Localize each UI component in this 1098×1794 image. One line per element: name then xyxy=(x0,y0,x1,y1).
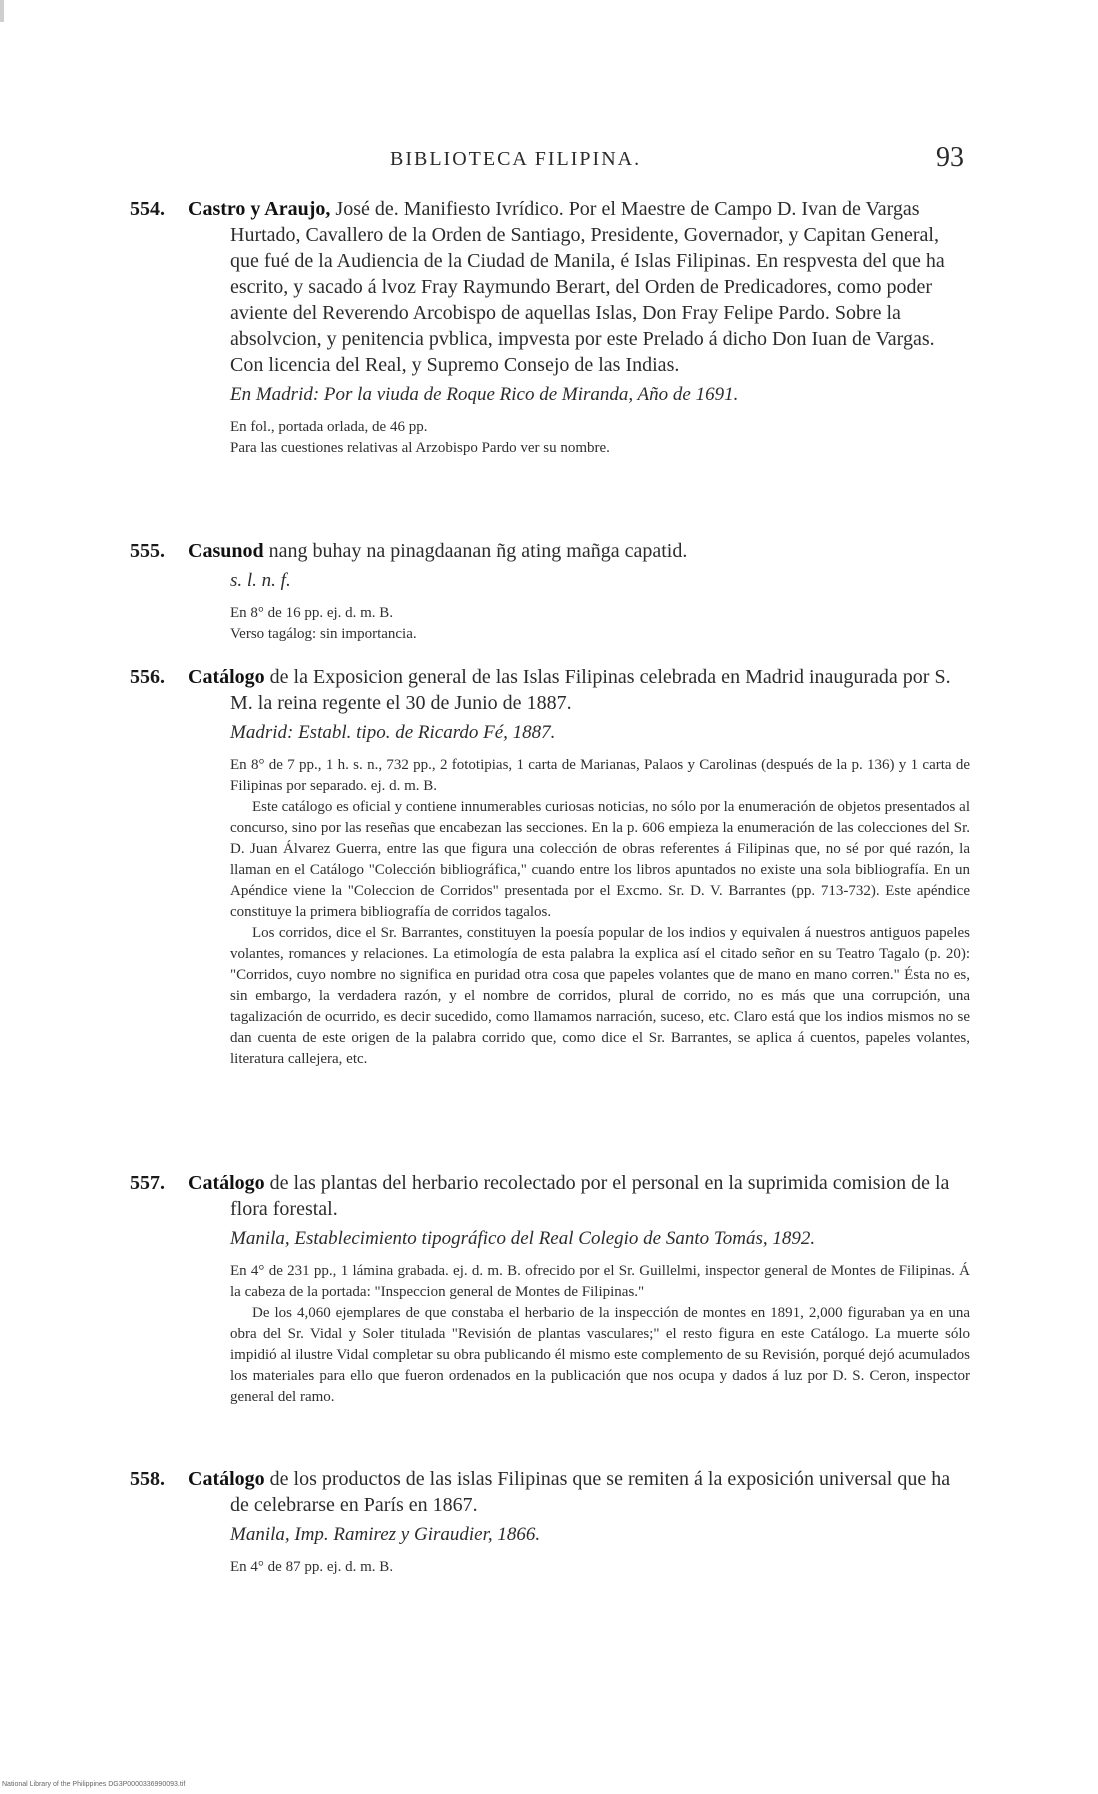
entry-heading xyxy=(130,196,970,378)
entry-title: nang buhay na pinagdaanan ñg ating mañga capatid. xyxy=(263,540,688,562)
note-paragraph: Este catálogo es oficial y contiene innumerables curiosas noticias, no sólo por la enumeración de objetos presentados al concurso, sino por las reseñas que encabezan las secciones. En la p. 606 empieza la enumeración de las colecciones del Sr. D. Juan Álvarez Guerra, entre las que figura una colección de obras referentes á Filipinas que, no sé por qué razón, la llaman en el Catálogo "Colección bibliográfica," cuando entre los libros apuntados no existe una sola bibliografía. En un Apéndice viene la "Coleccion de Corridos" presentada por el Excmo. Sr. D. V. Barrantes (pp. 713-732). Este apéndice constituye la primera bibliografía de corridos tagalos. xyxy=(230,799,970,920)
scan-edge-mark xyxy=(0,0,4,22)
entry-notes xyxy=(230,1261,970,1408)
entry-heading xyxy=(130,538,970,564)
entry-554 xyxy=(130,196,970,459)
entry-heading xyxy=(130,664,970,716)
note-paragraph: Verso tagálog: sin importancia. xyxy=(230,626,417,642)
note-paragraph: Los corridos, dice el Sr. Barrantes, constituyen la poesía popular de los indios y equivalen á nuestros antiguos papeles volantes, romances y relaciones. La etimología de esta palabra la explica así el citado señor en su Teatro Tagalo (p. 20): "Corridos, cuyo nombre no significa en puridad otra cosa que papeles volantes que de mano en mano corren." Ésta no es, sin embargo, la verdadera razón, y el nombre de corridos, plural de corrido, no es más que una corrupción, una tagalización de ocurrido, es decir sucedido, como llamamos narración, suceso, etc. Claro está que los indios mismos no se dan cuenta de este origen de la palabra corrido que, como dice el Sr. Barrantes, se aplica á cuentos, papeles volantes, literatura callejera, etc. xyxy=(230,925,970,1067)
entry-title: de la Exposicion general de las Islas Filipinas celebrada en Madrid inaugurada por S. M. la reina regente el 30 de Junio de 1887. xyxy=(230,666,951,714)
entry-number: 558. xyxy=(130,1468,165,1490)
entry-author: Casunod xyxy=(188,540,264,562)
entry-number: 556. xyxy=(130,666,165,688)
note-paragraph: En 8° de 7 pp., 1 h. s. n., 732 pp., 2 fototipias, 1 carta de Marianas, Palaos y Carolinas (después de la p. 136) y 1 carta de Filipinas por separado. ej. d. m. B. xyxy=(230,757,970,794)
entry-number: 555. xyxy=(130,540,165,562)
entry-imprint: Manila, Imp. Ramirez y Giraudier, 1866. xyxy=(230,1524,541,1545)
entry-number: 554. xyxy=(130,198,165,220)
note-paragraph: En fol., portada orlada, de 46 pp. xyxy=(230,419,428,435)
entry-heading xyxy=(130,1170,970,1222)
entry-author: Catálogo xyxy=(188,666,265,688)
entry-number: 557. xyxy=(130,1172,165,1194)
entry-title: de las plantas del herbario recolectado por el personal en la suprimida comision de la flora forestal. xyxy=(230,1172,950,1220)
page-number: 93 xyxy=(936,142,964,173)
entry-imprint: Manila, Establecimiento tipográfico del Real Colegio de Santo Tomás, 1892. xyxy=(230,1228,816,1249)
running-title: BIBLIOTECA FILIPINA. xyxy=(390,148,642,170)
entry-author: Catálogo xyxy=(188,1468,265,1490)
entry-author: Castro y Araujo, xyxy=(188,198,331,220)
note-paragraph: De los 4,060 ejemplares de que constaba el herbario de la inspección de montes en 1891, 2,000 figuraban ya en una obra del Sr. Vidal y Soler titulada "Revisión de plantas vasculares;" el resto figura en este Catálogo. La muerte sólo impidió al ilustre Vidal completar su obra publicando él mismo este complemento de su Revisión, porqué dejó acumulados los materiales para ello que fueron ordenados en la publicación que nos ocupa y dados á luz por D. S. Ceron, inspector general del ramo. xyxy=(230,1305,970,1405)
entry-notes xyxy=(230,1557,970,1578)
entry-author: Catálogo xyxy=(188,1172,265,1194)
note-paragraph: En 4° de 231 pp., 1 lámina grabada. ej. d. m. B. ofrecido por el Sr. Guillelmi, inspector general de Montes de Filipinas. Á la cabeza de la portada: "Inspeccion general de Montes de Filipinas." xyxy=(230,1263,970,1300)
entry-imprint: En Madrid: Por la viuda de Roque Rico de Miranda, Año de 1691. xyxy=(230,384,739,405)
entry-557 xyxy=(130,1170,970,1408)
note-paragraph: En 4° de 87 pp. ej. d. m. B. xyxy=(230,1559,394,1575)
entry-imprint: s. l. n. f. xyxy=(230,570,291,591)
note-paragraph: Para las cuestiones relativas al Arzobispo Pardo ver su nombre. xyxy=(230,440,610,456)
scan-credit: National Library of the Philippines DG3P0000336990093.tif xyxy=(2,1781,186,1788)
entry-title: José de. Manifiesto Ivrídico. Por el Maestre de Campo D. Ivan de Vargas Hurtado, Cavallero de la Orden de Santiago, Presidente, Governador, y Capitan General, que fué de la Audiencia de la Ciudad de Manila, é Islas Filipinas. En respvesta del que ha escrito, y sacado á lvoz Fray Raymundo Berart, del Orden de Predicadores, como poder aviente del Reverendo Arcobispo de aquellas Islas, Don Fray Felipe Pardo. Sobre la absolvcion, y penitencia pvblica, impvesta por este Prelado á dicho Don Iuan de Vargas. Con licencia del Real, y Supremo Consejo de las Indias. xyxy=(230,198,945,376)
entry-notes xyxy=(230,603,970,645)
entry-notes xyxy=(230,417,970,459)
entry-heading xyxy=(130,1466,970,1518)
entry-notes xyxy=(230,755,970,1070)
entry-558 xyxy=(130,1466,970,1578)
entry-title: de los productos de las islas Filipinas que se remiten á la exposición universal que ha de celebrarse en París en 1867. xyxy=(230,1468,951,1516)
entry-imprint: Madrid: Establ. tipo. de Ricardo Fé, 1887. xyxy=(230,722,556,743)
entry-556 xyxy=(130,664,970,1070)
entry-555 xyxy=(130,538,970,645)
note-paragraph: En 8° de 16 pp. ej. d. m. B. xyxy=(230,605,394,621)
page-header xyxy=(150,142,970,182)
